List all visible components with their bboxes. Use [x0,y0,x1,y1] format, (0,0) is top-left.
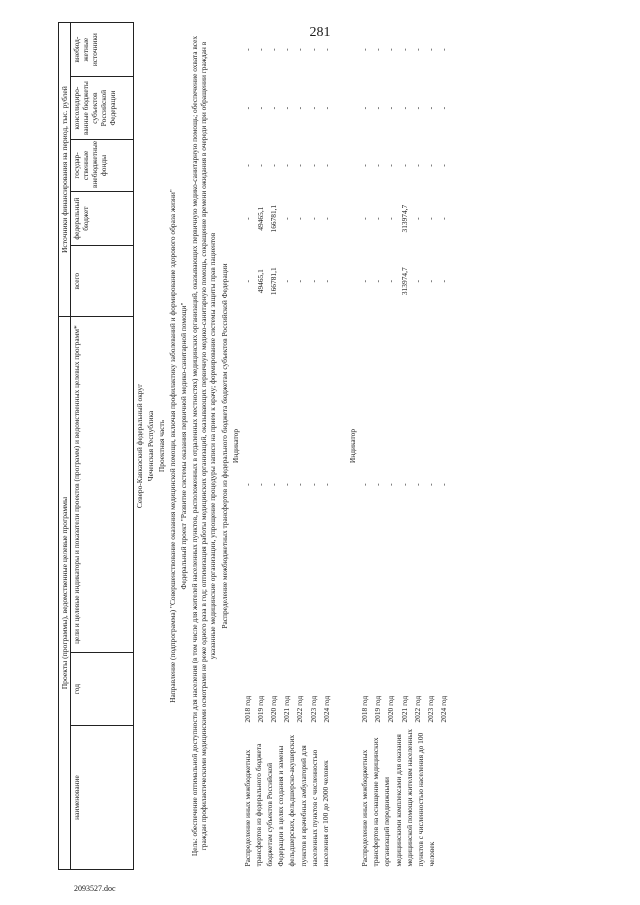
extrabudgetary-cell: - [242,48,252,51]
project-goal: Цель: обеспечение оптимальной доступности для населения (в том числе для жителей населенных пунктов, расположенных в отдаленных местностях) медицинских организаций, оказывающих первичную медико-санитарную помощь; обеспечение охвата всех граждан профилактическими медицинскими осмотрами не реже одного раза в год; оптимизация работы медицинских организаций, оказывающих первичную медико-санитарную помощь, сокращение времени ожидания в очереди при обращении граждан в указанные медицинские организации, упрощение процедуры записи на прием к врачу; формирование системы защиты прав пациентов [190,35,218,857]
goal-cell: - [295,483,305,486]
state-funds-cell: - [321,164,331,167]
total-cell: - [386,279,396,283]
project-name: Распределение иных межбюджетных трансфертов из федерального бюджета бюджетам субъектов Российской Федерации в целях создания и замены фельдшерских, фельдшерско-акушерских пунктов и врачебных амбулаторий для населенных пунктов с численностью населения от 100 до 2000 человек [242,734,330,867]
regional-cell: - [373,106,383,110]
year-cell: 2019 год [373,695,383,723]
regional-cell: - [439,106,449,110]
year-cell: 2019 год [255,695,265,723]
goal-cell: - [282,483,292,486]
goal-cell: - [373,483,383,486]
project-title: Федеральный проект "Развитие системы оказания первичной медико-санитарной помощи" [179,302,189,590]
regional-cell: - [282,106,292,110]
header-name: наименование [71,726,134,870]
extrabudgetary-cell: - [439,48,449,51]
state-funds-cell: - [373,164,383,167]
regional-cell: - [399,106,409,110]
federal-cell: 166781,1 [268,204,278,233]
total-cell: - [426,279,436,283]
extrabudgetary-cell: - [360,48,370,51]
state-funds-cell: - [399,164,409,167]
regional-cell: - [308,106,318,110]
total-cell: - [295,279,305,283]
goal-cell: - [439,483,449,486]
regional-cell: - [412,106,422,110]
year-cell: 2021 год [282,695,292,723]
goal-cell: - [399,483,409,486]
distribution-title: Распределение межбюджетных трансфертов из федерального бюджета бюджетам субъектов Российской Федерации [219,263,229,629]
state-funds-cell: - [412,164,422,167]
direction-title: Направление (подпрограмма) "Совершенствование оказания медицинской помощи, включая профилактику заболеваний и формирование здорового образа жизни" [168,189,178,703]
total-cell: 166781,1 [268,267,278,296]
goal-cell: - [242,483,252,486]
total-cell: - [439,279,449,283]
total-cell: - [242,279,252,283]
total-cell: 49465,1 [255,269,265,294]
federal-cell: 49465,1 [255,206,265,231]
header-group-projects: Проекты (программы), ведомственные целевые программы [59,317,71,870]
federal-cell: 313974,7 [399,204,409,233]
year-cell: 2020 год [268,695,278,723]
extrabudgetary-cell: - [308,48,318,51]
header-year: год [71,653,134,726]
goal-cell: - [255,483,265,486]
regional-cell: - [295,106,305,110]
federal-cell: - [242,217,252,220]
regional-cell: - [426,106,436,110]
state-funds-cell: - [295,164,305,167]
regional-cell: - [268,106,278,110]
extrabudgetary-cell: - [255,48,265,51]
year-cell: 2024 год [439,695,449,723]
year-cell: 2023 год [308,695,318,723]
regional-cell: - [386,106,396,110]
goal-cell: - [386,483,396,486]
part-title: Проектная часть [157,419,167,473]
state-funds-cell: - [308,164,318,167]
goal-cell: - [268,483,278,486]
goal-cell: - [426,483,436,486]
total-cell: - [308,279,318,283]
spacer-row [333,23,347,870]
state-funds-cell: - [282,164,292,167]
extrabudgetary-cell: - [426,48,436,51]
header-federal-budget: федеральный бюджет [71,192,134,246]
state-funds-cell: - [268,164,278,167]
header-regional-budgets: консолидиро-ванные бюджеты субъектов Российской Федерации [71,77,134,140]
total-cell: - [360,279,370,283]
project-name: Распределение иных межбюджетных трансфертов на оснащение медицинских организаций передвижными медицинскими комплексами для оказания медицинской помощи жителям населенных пунктов с численностью населения до 100 человек [360,729,437,867]
federal-cell: - [295,217,305,220]
goal-cell: - [360,483,370,486]
year-cell: 2023 год [426,695,436,723]
extrabudgetary-cell: - [268,48,278,51]
table-row [358,23,371,870]
program-table [58,22,450,870]
regional-cell: - [321,106,331,110]
extrabudgetary-cell: - [386,48,396,51]
year-cell: 2020 год [386,695,396,723]
extrabudgetary-cell: - [412,48,422,51]
table-row [241,23,254,870]
federal-cell: - [308,217,318,220]
state-funds-cell: - [386,164,396,167]
indicator-label: Индикатор [230,428,240,464]
federal-cell: - [386,217,396,220]
header-group-funding: Источники финансирования на период, тыс. рублей [59,23,71,317]
total-cell: - [373,279,383,283]
total-cell: - [282,279,292,283]
federal-cell: - [439,217,449,220]
header-extrabudgetary: внебюд-жетные источники [71,23,134,77]
extrabudgetary-cell: - [282,48,292,51]
state-funds-cell: - [360,164,370,167]
year-cell: 2022 год [295,695,305,723]
federal-cell: - [360,217,370,220]
spacer-cell [333,23,347,870]
year-cell: 2021 год [399,695,409,723]
federal-cell: - [321,217,331,220]
document-code: 2093527.doc [74,884,116,893]
total-cell: 313974,7 [399,267,409,296]
page-number: 281 [309,25,331,40]
federal-cell: - [412,217,422,220]
extrabudgetary-cell: - [373,48,383,51]
state-funds-cell: - [426,164,436,167]
regional-cell: - [242,106,252,110]
regional-cell: - [255,106,265,110]
goal-cell: - [412,483,422,486]
federal-cell: - [373,217,383,220]
federal-cell: - [282,217,292,220]
extrabudgetary-cell: - [399,48,409,51]
year-cell: 2018 год [242,695,252,723]
rotated-table-sheet [58,22,640,870]
state-funds-cell: - [439,164,449,167]
district-title: Северо-Кавказский федеральный округ [135,383,145,509]
indicator-label: Индикатор [347,428,357,464]
header-total: всего [71,246,134,317]
regional-cell: - [360,106,370,110]
year-cell: 2022 год [412,695,422,723]
state-funds-cell: - [242,164,252,167]
goal-cell: - [321,483,331,486]
extrabudgetary-cell: - [295,48,305,51]
header-state-funds: государ-ственные внебюджетные фонды [71,139,134,191]
header-goals: цели и целевые индикаторы и показатели проектов (программ) и ведомственных целевых программ* [71,317,134,653]
state-funds-cell: - [255,164,265,167]
year-cell: 2018 год [360,695,370,723]
goal-cell: - [308,483,318,486]
total-cell: - [321,279,331,283]
region-title: Чеченская Республика [146,410,156,482]
federal-cell: - [426,217,436,220]
year-cell: 2024 год [321,695,331,723]
extrabudgetary-cell: - [321,48,331,51]
total-cell: - [412,279,422,283]
